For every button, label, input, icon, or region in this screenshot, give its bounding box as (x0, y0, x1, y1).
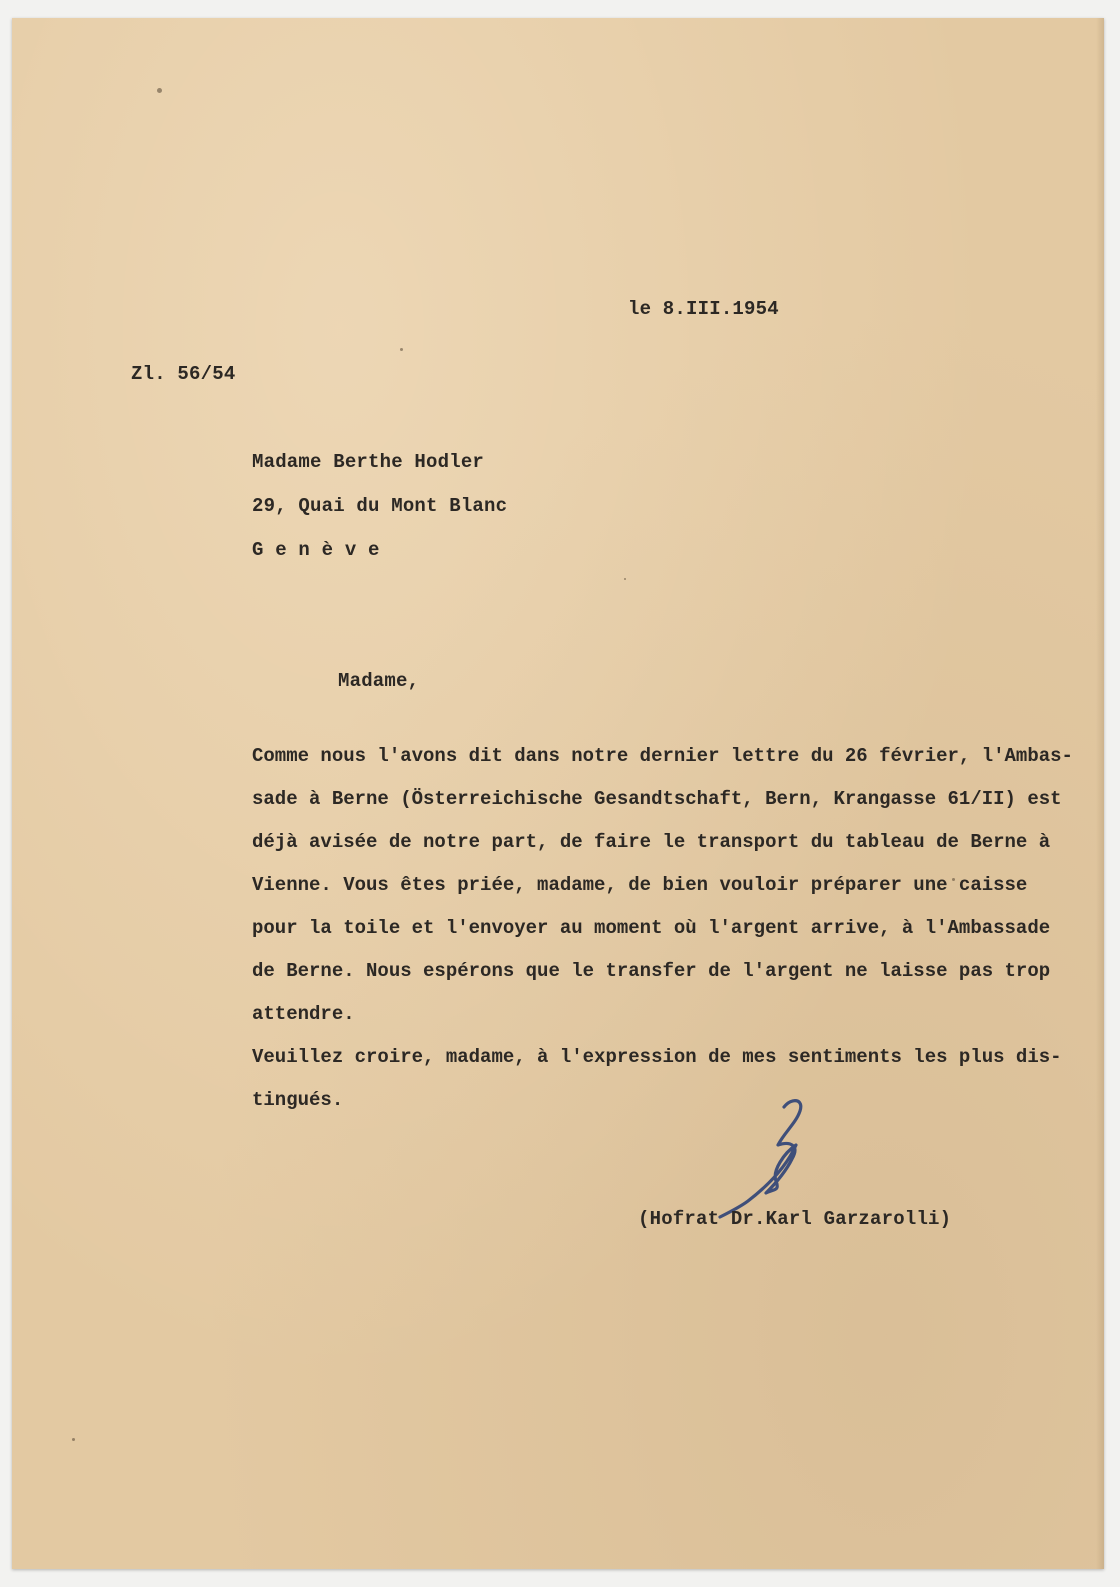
recipient-name: Madame Berthe Hodler (252, 451, 485, 473)
letter-date: le 8.III.1954 (628, 298, 779, 320)
letter-body (252, 735, 1073, 1122)
body-line: de Berne. Nous espérons que le transfer de l'argent ne laisse pas trop (252, 960, 1051, 982)
paper-speck (157, 88, 162, 93)
handwritten-signature (718, 1093, 838, 1223)
body-line: Comme nous l'avons dit dans notre dernier lettre du 26 février, l'Ambas- (252, 745, 1073, 767)
body-line: sade à Berne (Österreichische Gesandtschaft, Bern, Krangasse 61/II) est (252, 788, 1062, 810)
body-line: Vienne. Vous êtes priée, madame, de bien vouloir préparer une caisse (252, 874, 1028, 896)
paper-speck (624, 578, 626, 580)
body-line: attendre. (252, 1003, 355, 1025)
body-line: tingués. (252, 1089, 344, 1111)
body-line: pour la toile et l'envoyer au moment où l'argent arrive, à l'Ambassade (252, 917, 1051, 939)
salutation: Madame, (338, 670, 420, 692)
signature-stroke (720, 1101, 801, 1217)
recipient-street: 29, Quai du Mont Blanc (252, 495, 508, 517)
body-line: déjà avisée de notre part, de faire le transport du tableau de Berne à (252, 831, 1051, 853)
recipient-city: G e n è v e (252, 539, 380, 561)
reference-number: Zl. 56/54 (131, 363, 236, 385)
paper-speck (72, 1438, 75, 1441)
signer-name: (Hofrat Dr.Karl Garzarolli) (638, 1208, 952, 1230)
body-line: Veuillez croire, madame, à l'expression de mes sentiments les plus dis- (252, 1046, 1062, 1068)
paper-speck (400, 348, 403, 351)
